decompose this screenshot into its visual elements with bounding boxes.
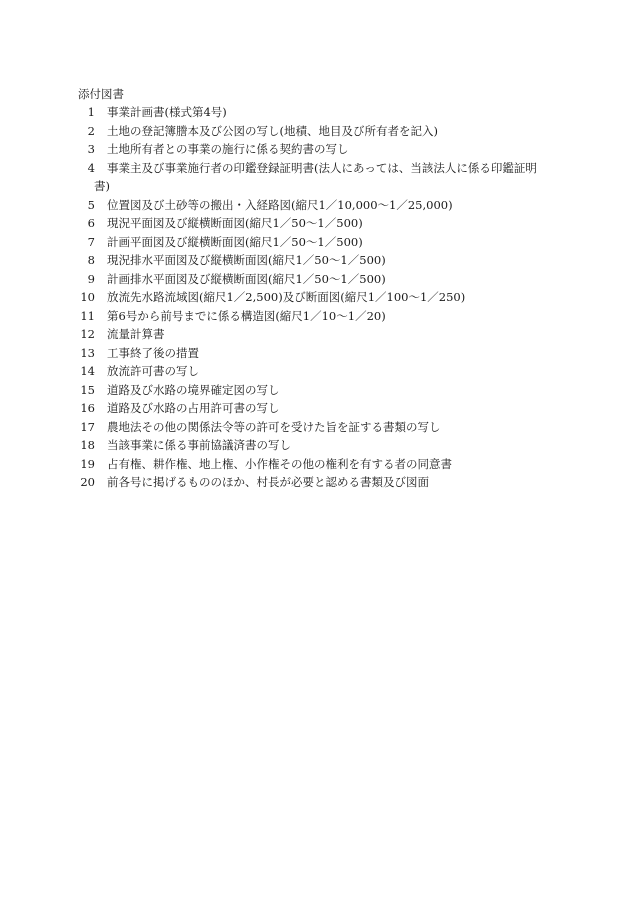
- list-item: [0, 418, 630, 437]
- item-number: 7: [87, 234, 95, 249]
- item-text: 計画排水平面図及び縦横断面図(縮尺1／50～1／500): [107, 271, 386, 286]
- document-title: 添付図書: [78, 87, 124, 101]
- item-text: 流量計算書: [107, 327, 165, 341]
- item-text: 計画平面図及び縦横断面図(縮尺1／50～1／500): [107, 234, 363, 249]
- list-item: [0, 122, 630, 141]
- item-text: 工事終了後の措置: [107, 345, 199, 360]
- list-item: [0, 270, 630, 289]
- list-item: [0, 399, 630, 418]
- item-text-continuation: 書): [94, 179, 110, 193]
- item-text: 放流先水路流域図(縮尺1／2,500)及び断面図(縮尺1／100～1／250): [107, 290, 466, 304]
- list-item: [0, 196, 630, 215]
- item-text: 農地法その他の関係法令等の許可を受けた旨を証する書類の写し: [107, 419, 441, 434]
- item-number: 20: [80, 475, 95, 489]
- item-text: 前各号に掲げるもののほか、村長が必要と認める書類及び図面: [107, 475, 429, 489]
- item-number: 9: [87, 271, 95, 286]
- list-item: [0, 251, 630, 270]
- item-number: 16: [80, 401, 95, 415]
- item-number: 2: [87, 123, 95, 138]
- item-number: 11: [80, 308, 95, 323]
- list-item: [0, 288, 630, 307]
- item-text: 事業計画書(様式第4号): [107, 105, 227, 119]
- list-item: [0, 307, 630, 326]
- item-text: 位置図及び土砂等の搬出・入経路図(縮尺1／10,000～1／25,000): [107, 197, 453, 212]
- item-number: 13: [80, 345, 95, 360]
- list-item: [0, 159, 630, 196]
- item-text: 道路及び水路の境界確定図の写し: [107, 382, 280, 397]
- item-text: 事業主及び事業施行者の印鑑登録証明書(法人にあっては、当該法人に係る印鑑証明: [107, 160, 537, 175]
- item-text: 土地所有者との事業の施行に係る契約書の写し: [107, 142, 349, 156]
- item-text: 道路及び水路の占用許可書の写し: [107, 401, 280, 415]
- item-number: 12: [80, 327, 95, 341]
- item-number: 18: [80, 438, 95, 452]
- item-text: 第6号から前号までに係る構造図(縮尺1／10～1／20): [107, 308, 386, 323]
- list-item: [0, 103, 630, 122]
- item-text: 現況排水平面図及び縦横断面図(縮尺1／50～1／500): [107, 253, 386, 267]
- item-number: 1: [87, 105, 95, 119]
- item-number: 10: [80, 290, 95, 304]
- list-item: [0, 344, 630, 363]
- attachment-list: [0, 103, 630, 492]
- item-number: 4: [87, 160, 95, 175]
- list-item: [0, 473, 630, 492]
- item-number: 14: [80, 364, 95, 378]
- item-number: 5: [87, 197, 95, 212]
- item-text: 現況平面図及び縦横断面図(縮尺1／50～1／500): [107, 216, 363, 230]
- list-item: [0, 455, 630, 474]
- list-item: [0, 214, 630, 233]
- item-number: 15: [80, 382, 95, 397]
- item-number: 8: [87, 253, 95, 267]
- item-text: 土地の登記簿謄本及び公図の写し(地積、地目及び所有者を記入): [107, 123, 438, 138]
- list-item: [0, 233, 630, 252]
- list-item: [0, 436, 630, 455]
- item-number: 19: [80, 456, 95, 471]
- list-item: [0, 140, 630, 159]
- list-item: [0, 381, 630, 400]
- item-number: 3: [87, 142, 95, 156]
- item-number: 17: [80, 419, 95, 434]
- list-item: [0, 362, 630, 381]
- item-text: 占有権、耕作権、地上権、小作権その他の権利を有する者の同意書: [107, 456, 452, 471]
- item-text: 放流許可書の写し: [107, 364, 199, 378]
- item-text: 当該事業に係る事前協議済書の写し: [107, 438, 291, 452]
- item-number: 6: [87, 216, 95, 230]
- list-item: [0, 325, 630, 344]
